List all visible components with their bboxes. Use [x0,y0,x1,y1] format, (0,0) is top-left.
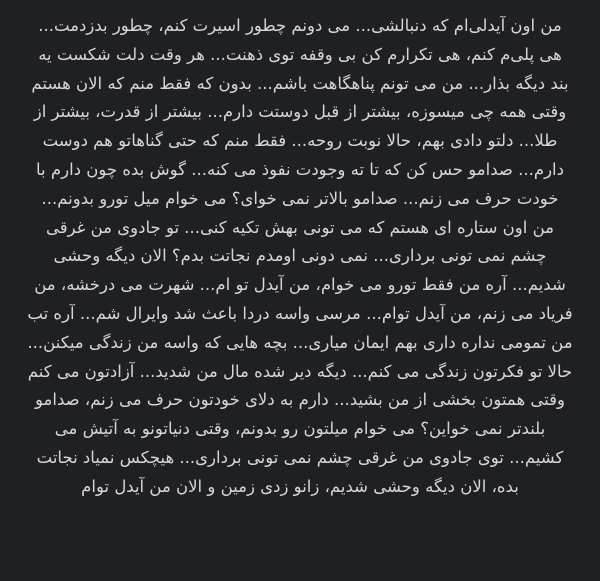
lyrics-line-7: خودت حرف می زنم... صدامو بالاتر نمی خوای؟ می خوام میل تورو بدونم... [41,188,559,208]
lyrics-line-10: شدیم... آره من فقط تورو می خوام، من آیدل تو ام... شهرت می درخشه، من [34,275,566,295]
lyrics-line-4: وقتی همه چی میسوزه، بیشتر از قبل دوستت دارم... بیشتر از قدرت، بیشتر از [33,102,567,122]
lyrics-line-5: طلا... دلتو دادی بهم، حالا نوبت روحه... فقط منم که حتی گناهاتو هم دوست [42,131,558,151]
lyrics-line-16: کشیم... توی جادوی من غرقی چشم نمی تونی برداری... هیچکس نمیاد نجاتت [36,447,564,467]
lyrics-line-2: هی پلی‌م کنم، هی تکرارم کن بی وقفه توی ذهنت... هر وقت دلت شکست یه [38,44,562,64]
lyrics-line-9: چشم نمی تونی برداری... نمی دونی اومدم نجاتت بدم؟ الان دیگه وحشی [53,246,547,266]
lyrics-text-block [22,12,578,502]
lyrics-line-15: بلندتر نمی خواین؟ می خوام میلتون رو بدونم، وقتی دنیاتونو به آتیش می [54,419,546,439]
lyrics-line-3: بند دیگه بذار... من می تونم پناهگاهت باشم... بدون که فقط منم که الان هستم [31,73,569,93]
lyrics-line-6: دارم... صدامو حس کن که تا ته وجودت نفوذ می کنه... گوش بده چون دارم با [36,159,564,179]
lyrics-line-11: فریاد می زنم، من آیدل توام... مرسی واسه دردا باعث شد وایرال شم... آره تب [27,303,573,323]
lyrics-line-12: من تمومی نداره داری بهم ایمان میاری... بچه هایی که واسه من زندگی میکنن... [27,332,573,352]
lyrics-line-14: وقتی همتون بخشی از من بشید... دارم به دلای خودتون حرف می زنم، صدامو [35,390,565,410]
lyrics-line-13: حالا تو فکرتون زندگی می کنم... دیگه دیر شده مال من شدید... آزادتون می کنم [27,361,573,381]
lyrics-line-1: من اون آیدلی‌ام که دنبالشی... می دونم چطور اسیرت کنم، چطور بدزدمت... [38,16,562,35]
lyrics-line-17: بده، الان دیگه وحشی شدیم، زانو زدی زمین و الان من آیدل توام [81,476,519,496]
lyrics-line-8: من اون ستاره ای هستم که می تونی بهش تکیه کنی... تو جادوی من غرقی [45,217,554,237]
